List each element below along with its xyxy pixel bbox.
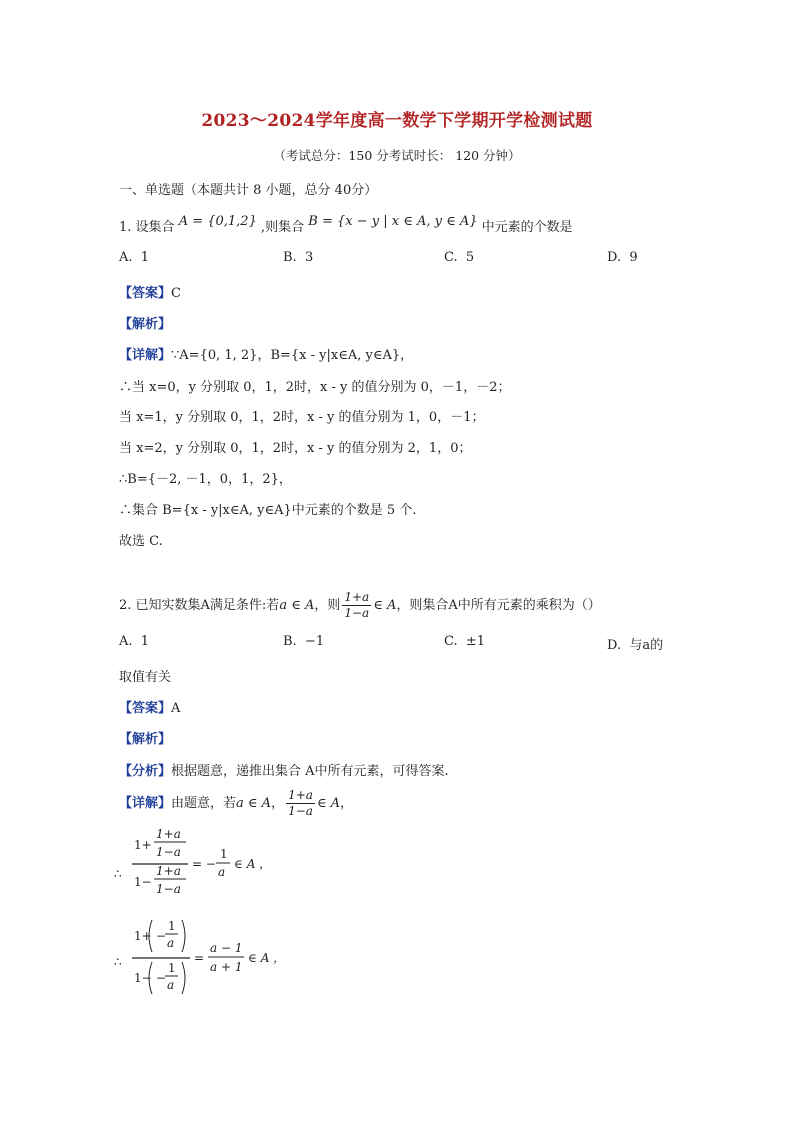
q1-detail-line-3: 当 x=1，y 分别取 0，1，2时，x - y 的值分别为 1，0，－1； [119,410,485,425]
q1-stem-prefix: 1. 设集合 [119,220,175,235]
therefore-symbol-2: ∴ [114,955,122,969]
svg-text:1−: 1− [134,875,152,889]
q2-fraction: $\frac{1+a}{1-a}$ [344,590,370,620]
q2-stem-mid: ，则 [314,598,341,613]
q1-option-c: C. 5 [444,250,475,265]
svg-text:1−a: 1−a [156,845,181,859]
svg-text:∈ A ，: ∈ A ， [234,857,272,871]
q1-stem-mid: ,则集合 [261,220,305,235]
q2-detail-fraction: $\frac{1+a}{1-a}$ [288,788,313,818]
svg-text:1+: 1+ [134,838,152,852]
svg-text:a: a [218,865,226,879]
svg-text:= −: = − [192,857,216,871]
q1-option-b: B. 3 [283,250,314,265]
svg-text:∈ A ，: ∈ A ， [248,951,286,965]
svg-text:1−: 1− [134,971,152,985]
q1-set-b: B = {x − y | x ∈ A, y ∈ A} [308,214,478,229]
exam-info: （考试总分：150 分考试时长： 120 分钟） [273,148,521,163]
q1-option-a: A. 1 [119,250,150,265]
q2-stem-suffix: ，则集合A中所有元素的乘积为（） [396,598,601,613]
svg-text:1: 1 [168,961,176,975]
svg-text:1: 1 [220,847,228,861]
q2-option-c: C. ±1 [444,634,486,649]
svg-text:1+a: 1+a [156,827,181,841]
q1-set-a: A = {0,1,2} [178,214,257,229]
q2-analysis-tag: 【解析】 [119,732,172,747]
svg-text:a − 1: a − 1 [210,941,243,955]
svg-text:1+a: 1+a [156,864,181,878]
svg-text:a + 1: a + 1 [210,960,243,974]
svg-text:1: 1 [168,919,176,933]
svg-text:−: − [156,929,167,943]
q2-stem-prefix: 2. 已知实数集A满足条件:若 [119,598,280,613]
svg-text:a: a [167,978,175,992]
q1-detail-line-6: ∴集合 B={x - y|x∈A, y∈A}中元素的个数是 5 个. [119,503,417,518]
q2-option-d-cont: 取值有关 [119,670,172,685]
q1-answer: 【答案】C [119,286,181,301]
svg-text:1+: 1+ [134,929,152,943]
q1-analysis-tag: 【解析】 [119,317,172,332]
q2-detail-line-1: 【详解】由题意，若a ∈ A， $\frac{1+a}{1-a}$ ∈ A， [119,788,354,818]
svg-text:−: − [156,971,167,985]
q1-detail-line-1: 【详解】∵A={0, 1, 2}，B={x - y|x∈A, y∈A}， [119,348,414,363]
q1-detail-line-5: ∴B={－2, －1，0，1，2}， [119,472,292,487]
svg-text:a: a [167,936,175,950]
page-title: 2023～2024学年度高一数学下学期开学检测试题 [201,111,593,131]
q2-in-a: ∈ A [373,598,397,613]
q1-detail-line-4: 当 x=2，y 分别取 0，1，2时，x - y 的值分别为 2，1，0； [119,441,472,456]
q2-stem [119,590,601,621]
q1-stem [119,216,573,235]
section-heading: 一、单选题（本题共计 8 小题，总分 40分） [119,183,378,198]
q2-equation-1 [112,826,332,900]
q2-equation-2 [112,914,332,1004]
q1-detail-line-7: 故选 C. [119,534,163,549]
q2-option-d: D. 与a的 [607,638,664,653]
q2-option-a: A. 1 [119,634,150,649]
therefore-symbol-1: ∴ [114,867,122,881]
q2-fenxi: 【分析】根据题意，递推出集合 A中所有元素，可得答案. [119,764,449,779]
q1-option-d: D. 9 [607,250,638,265]
svg-text:=: = [194,951,205,965]
q2-option-b: B. −1 [283,634,325,649]
q2-answer: 【答案】A [119,701,181,716]
q1-stem-suffix: 中元素的个数是 [481,220,573,235]
q1-detail-line-2: ∴当 x=0，y 分别取 0，1，2时，x - y 的值分别为 0，－1，－2； [119,380,511,395]
q2-cond: a ∈ A [279,598,315,613]
svg-text:1−a: 1−a [156,882,181,896]
